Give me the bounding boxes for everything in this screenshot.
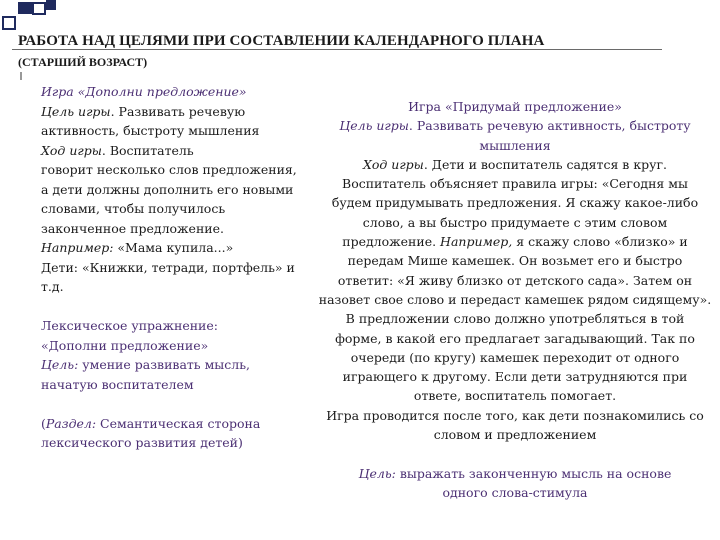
right-goal-text: . Развивать речевую активность, быстроту — [408, 118, 691, 134]
right-goal-line — [314, 116, 716, 135]
left-game-title: Игра «Дополни предложение» — [41, 84, 247, 99]
left-example-label: Например: — [41, 240, 114, 255]
right-body-line: Игра проводится после того, как дети познакомились со — [326, 407, 704, 423]
right-body-line: ответит: «Я живу близко от детского сада». Затем он — [337, 272, 693, 288]
section-open: ( — [41, 415, 46, 431]
left-body-line: а дети должны дополнить его новыми — [41, 181, 294, 197]
left-goal-line — [41, 102, 311, 122]
right-goal-line-2: мышления — [479, 137, 551, 153]
decor-square-3 — [2, 16, 16, 30]
final-goal-line — [314, 464, 716, 483]
final-goal-text: выражать законченную мысль на основе — [395, 465, 672, 481]
left-goal-label: Цель игры — [41, 103, 111, 119]
section-label: Раздел: — [45, 415, 97, 431]
right-example-post: я скажу слово «близко» и — [512, 234, 688, 250]
lex-name: «Дополни предложение» — [41, 337, 209, 353]
page-subtitle: (СТАРШИЙ ВОЗРАСТ) — [18, 55, 148, 69]
page-title: РАБОТА НАД ЦЕЛЯМИ ПРИ СОСТАВЛЕНИИ КАЛЕНДАРНОГО ПЛАНА — [18, 33, 545, 49]
right-goal-label: Цель игры — [339, 118, 409, 134]
left-process-line — [41, 141, 311, 161]
right-column — [314, 97, 716, 502]
lex-goal-text: умение развивать мысль, — [78, 357, 250, 372]
left-body-line: законченное предложение. — [41, 220, 224, 236]
right-process-line — [314, 155, 716, 174]
left-process-text: . Воспитатель — [101, 142, 194, 158]
left-column — [41, 82, 311, 453]
section-line-2: лексического развития детей) — [41, 435, 243, 450]
right-game-title: Игра «Придумай предложение» — [408, 99, 622, 114]
left-goal-line-2: активность, быстроту мышления — [41, 123, 260, 138]
right-example-label: Например, — [440, 234, 513, 250]
lex-goal-line — [41, 355, 311, 375]
left-body-line: говорит несколько слов предложения, — [41, 162, 297, 177]
right-body-line: В предложении слово должно употребляться в той — [345, 311, 685, 327]
right-body-line: ответе, воспитатель помогает. — [413, 388, 617, 404]
decor-square-1 — [18, 2, 32, 14]
decor-square-2 — [32, 2, 46, 15]
lex-goal-line-2: начатую воспитателем — [41, 376, 194, 392]
left-process-label: Ход игры — [41, 142, 102, 158]
right-body-line: назовет свое слово и передаст камешек рядом сидящему». — [318, 291, 712, 307]
right-body-line: передам Мише камешек. Он возьмет его и быстро — [347, 253, 683, 269]
left-body-line: словами, чтобы получилось — [41, 201, 226, 216]
left-example-line-2: Дети: «Книжки, тетради, портфель» и — [41, 259, 295, 275]
right-example-line — [314, 232, 716, 251]
section-line — [41, 414, 311, 434]
right-process-label: Ход игры — [362, 156, 424, 172]
left-goal-text: . Развивать речевую — [110, 103, 246, 119]
final-goal-label: Цель: — [358, 465, 396, 481]
right-body-line: слово, а вы быстро придумаете с этим словом — [362, 214, 668, 230]
lex-title: Лексическое упражнение: — [41, 318, 218, 333]
right-body-line: будем придумывать предложения. Я скажу какое-либо — [331, 195, 699, 211]
right-body-line: очереди (по кругу) камешек переходит от одного — [350, 349, 680, 365]
right-example-pre: предложение. — [342, 234, 441, 250]
left-example-text: «Мама купила...» — [113, 240, 234, 255]
section-text: Семантическая сторона — [96, 415, 261, 431]
title-divider — [12, 49, 662, 50]
decor-square-4 — [46, 0, 56, 10]
left-example-line-3: т.д. — [41, 279, 64, 294]
right-body-line: играющего к другому. Если дети затрудняются при — [342, 369, 688, 385]
lex-goal-label: Цель: — [41, 357, 79, 372]
right-process-text: . Дети и воспитатель садятся в круг. — [423, 156, 668, 172]
right-body-line: словом и предложением — [433, 427, 597, 443]
right-body-line: форме, в какой его предлагает загадывающий. Так по — [335, 330, 695, 346]
right-body-line: Воспитатель объясняет правила игры: «Сегодня мы — [342, 176, 688, 192]
side-marker — [20, 72, 22, 80]
left-example-line — [41, 238, 311, 258]
final-goal-line-2: одного слова-стимула — [442, 484, 588, 500]
